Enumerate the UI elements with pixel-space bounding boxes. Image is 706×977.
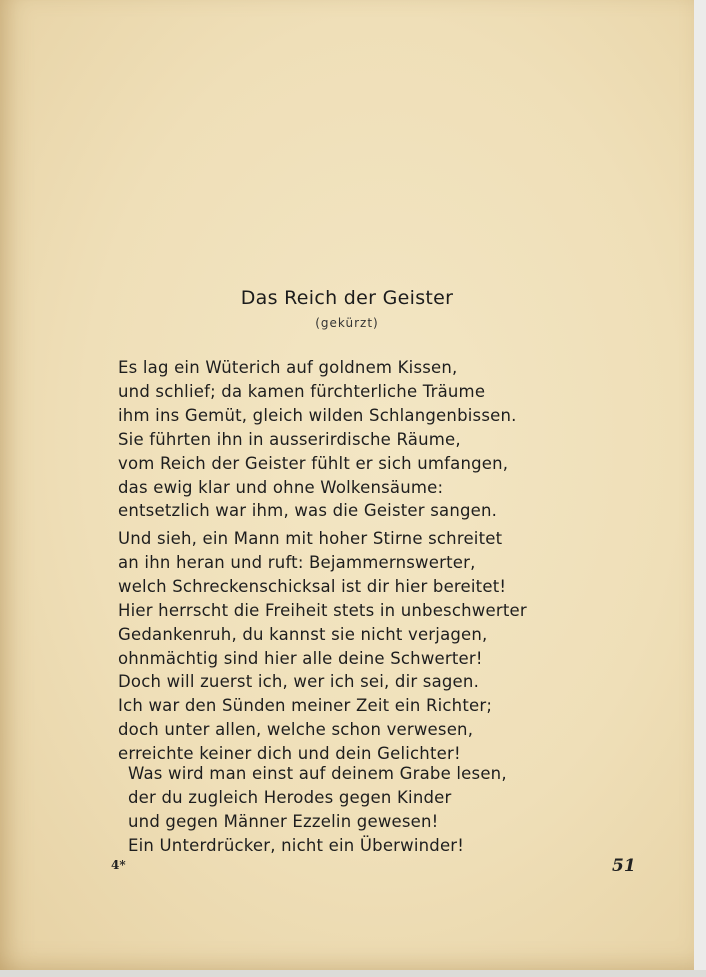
poem-line: erreichte keiner dich und dein Gelichter! [118, 744, 461, 764]
poem-line: Ein Unterdrücker, nicht ein Überwinder! [128, 835, 465, 855]
poem-line: Und sieh, ein Mann mit hoher Stirne schreitet [118, 529, 503, 548]
signature-mark: 4* [111, 858, 126, 872]
poem-line: Sie führten ihn in ausserirdische Räume, [118, 429, 461, 449]
poem-line: entsetzlich war ihm, was die Geister sangen. [118, 501, 498, 521]
poem-line: und schlief; da kamen fürchterliche Träume [118, 381, 486, 401]
poem-line: ihm ins Gemüt, gleich wilden Schlangenbissen. [118, 405, 517, 425]
poem-line: der du zugleich Herodes gegen Kinder [128, 787, 452, 807]
scan-margin-bottom [0, 970, 706, 977]
poem-line: an ihn heran und ruft: Bejammernswerter, [118, 552, 476, 572]
poem-title: Das Reich der Geister [240, 287, 454, 309]
poem-line: vom Reich der Geister fühlt er sich umfangen, [118, 453, 509, 473]
stanza-1 [118, 356, 588, 523]
poem-line: und gegen Männer Ezzelin gewesen! [128, 811, 439, 831]
poem-line: Es lag ein Wüterich auf goldnem Kissen, [118, 358, 458, 377]
poem-subtitle: (gekürzt) [315, 316, 379, 330]
poem-line: welch Schreckenschicksal ist dir hier bereitet! [118, 576, 507, 596]
stanza-2 [118, 527, 588, 766]
poem-line: doch unter allen, welche schon verwesen, [118, 720, 474, 740]
poem-line: Hier herrscht die Freiheit stets in unbeschwerter [118, 600, 527, 620]
stanza-3 [128, 762, 598, 858]
poem-line: Ich war den Sünden meiner Zeit ein Richter; [118, 696, 493, 716]
scan-margin-right [694, 0, 706, 977]
poem-line: das ewig klar und ohne Wolkensäume: [118, 477, 444, 497]
page-number: 51 [612, 856, 636, 876]
poem-line: Was wird man einst auf deinem Grabe lesen, [128, 764, 507, 783]
poem-line: Gedankenruh, du kannst sie nicht verjagen, [118, 624, 488, 644]
poem-line: ohnmächtig sind hier alle deine Schwerter! [118, 648, 483, 668]
poem-line: Doch will zuerst ich, wer ich sei, dir sagen. [118, 672, 480, 692]
